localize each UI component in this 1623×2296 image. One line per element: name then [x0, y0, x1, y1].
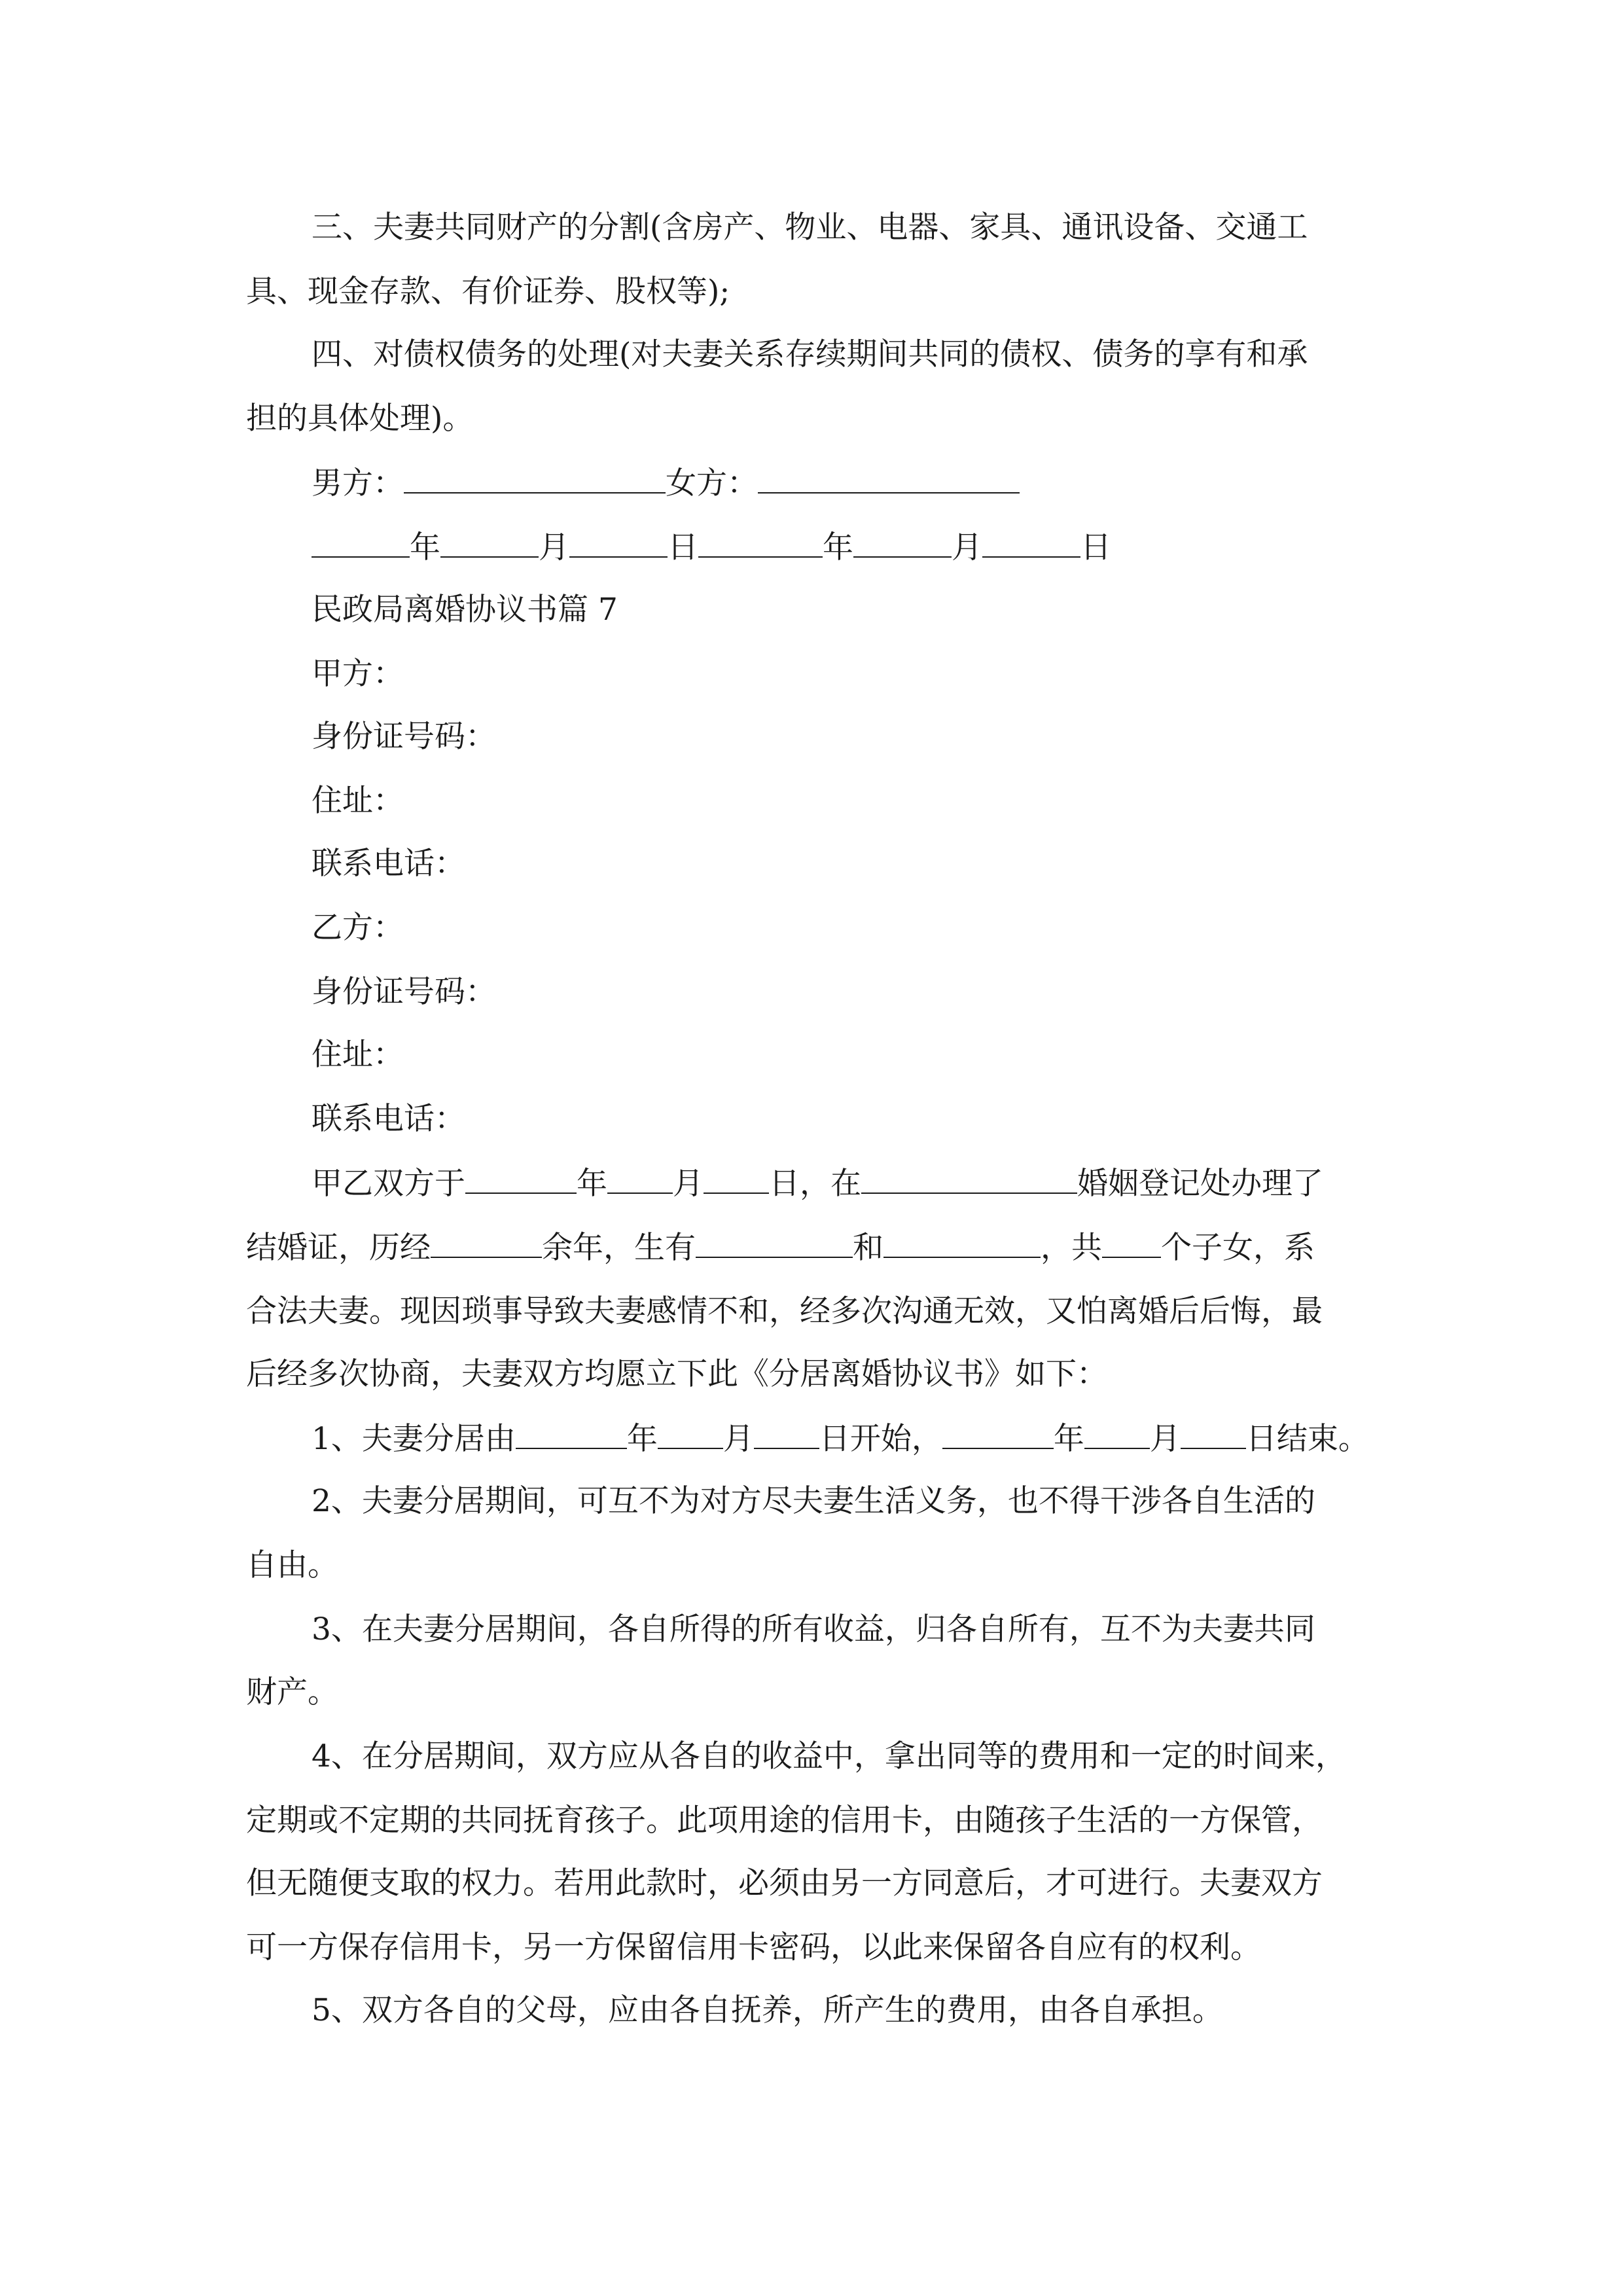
- section-three-line-2: 具、现金存款、有价证券、股权等);: [246, 274, 730, 310]
- fill-blank: [942, 1419, 1054, 1449]
- clause-4-line-1: 4、在分居期间，双方应从各自的收益中，拿出同等的费用和一定的时间来，: [312, 1738, 1346, 1774]
- party-b-address-label: 住址：: [312, 1037, 404, 1073]
- intro-line-4: 后经多次协商，夫妻双方均愿立下此《分居离婚协议书》如下：: [246, 1356, 1107, 1392]
- party-a-label: 甲方：: [312, 656, 404, 692]
- clause-2-line-2: 自由。: [246, 1547, 338, 1583]
- month-label: 月: [722, 1421, 754, 1457]
- party-b-phone-label: 联系电话：: [312, 1101, 465, 1137]
- year-label: 年: [410, 529, 440, 565]
- day-label: 日: [668, 529, 698, 565]
- party-b-id-label: 身份证号码：: [312, 974, 496, 1010]
- signature-dates-line: [312, 528, 1111, 567]
- clause-5-line-1: 5、双方各自的父母，应由各自抚养，所产生的费用，由各自承担。: [312, 1992, 1223, 2028]
- clause-text: 日开始，: [819, 1421, 942, 1457]
- day-label: 日: [1080, 529, 1111, 565]
- fill-blank: [658, 1419, 723, 1449]
- date-blank: [982, 528, 1080, 558]
- clause-3-line-1: 3、在夫妻分居期间，各自所得的所有收益，归各自所有，互不为夫妻共同: [312, 1611, 1315, 1647]
- month-label: 月: [539, 529, 569, 565]
- intro-text: 个子女，系: [1161, 1230, 1315, 1266]
- date-blank: [312, 528, 410, 558]
- date-blank: [698, 528, 823, 558]
- fill-blank: [1102, 1228, 1161, 1258]
- fill-blank: [861, 1164, 1077, 1194]
- clause-1: [312, 1419, 1369, 1459]
- fill-blank: [1084, 1419, 1150, 1449]
- intro-line-3: 合法夫妻。现因琐事导致夫妻感情不和，经多次沟通无效，又怕离婚后后悔，最: [246, 1293, 1323, 1329]
- party-a-phone-label: 联系电话：: [312, 846, 465, 882]
- male-signature-blank: [404, 463, 666, 493]
- month-label: 月: [1149, 1421, 1181, 1457]
- clause-text: 日结束。: [1245, 1421, 1369, 1457]
- year-label: 年: [577, 1166, 607, 1202]
- intro-line-1: [312, 1164, 1323, 1204]
- fill-blank: [696, 1228, 853, 1258]
- female-label: 女方：: [666, 465, 758, 501]
- fill-blank: [704, 1164, 769, 1194]
- signature-names-line: [312, 463, 1020, 503]
- intro-line-2: [246, 1228, 1315, 1268]
- clause-4-line-4: 可一方保存信用卡，另一方保留信用卡密码，以此来保留各自应有的权利。: [246, 1929, 1261, 1965]
- female-signature-blank: [758, 463, 1020, 493]
- fill-blank: [607, 1164, 673, 1194]
- clause-2-line-1: 2、夫妻分居期间，可互不为对方尽夫妻生活义务，也不得干涉各自生活的: [312, 1483, 1315, 1519]
- fill-blank: [883, 1228, 1041, 1258]
- intro-text: 和: [853, 1230, 883, 1266]
- intro-text: 婚姻登记处办理了: [1077, 1166, 1323, 1202]
- clause-text: 1、夫妻分居由: [312, 1421, 516, 1457]
- date-blank: [569, 528, 668, 558]
- intro-text: 日，在: [769, 1166, 861, 1202]
- date-blank: [440, 528, 539, 558]
- section-four-line-1: 四、对债权债务的处理(对夫妻关系存续期间共同的债权、债务的享有和承: [312, 336, 1308, 372]
- year-label: 年: [626, 1421, 658, 1457]
- intro-text: 余年，生有: [542, 1230, 696, 1266]
- clause-4-line-2: 定期或不定期的共同抚育孩子。此项用途的信用卡，由随孩子生活的一方保管，: [246, 1803, 1323, 1839]
- fill-blank: [465, 1164, 577, 1194]
- party-a-address-label: 住址：: [312, 783, 404, 819]
- year-label: 年: [823, 529, 853, 565]
- intro-text: ，共: [1041, 1230, 1102, 1266]
- fill-blank: [1181, 1419, 1246, 1449]
- intro-text: 甲乙双方于: [312, 1166, 465, 1202]
- date-blank: [853, 528, 952, 558]
- male-label: 男方：: [312, 465, 404, 501]
- party-a-id-label: 身份证号码：: [312, 719, 496, 755]
- section-heading: 民政局离婚协议书篇 7: [312, 592, 618, 628]
- fill-blank: [516, 1419, 627, 1449]
- party-b-label: 乙方：: [312, 910, 404, 946]
- year-label: 年: [1053, 1421, 1084, 1457]
- clause-3-line-2: 财产。: [246, 1674, 338, 1710]
- clause-4-line-3: 但无随便支取的权力。若用此款时，必须由另一方同意后，才可进行。夫妻双方: [246, 1865, 1323, 1901]
- section-three-line-1: 三、夫妻共同财产的分割(含房产、物业、电器、家具、通讯设备、交通工: [312, 209, 1308, 245]
- fill-blank: [754, 1419, 819, 1449]
- fill-blank: [431, 1228, 542, 1258]
- section-four-line-2: 担的具体处理)。: [246, 401, 474, 437]
- intro-text: 结婚证，历经: [246, 1230, 431, 1266]
- month-label: 月: [952, 529, 982, 565]
- month-label: 月: [673, 1166, 704, 1202]
